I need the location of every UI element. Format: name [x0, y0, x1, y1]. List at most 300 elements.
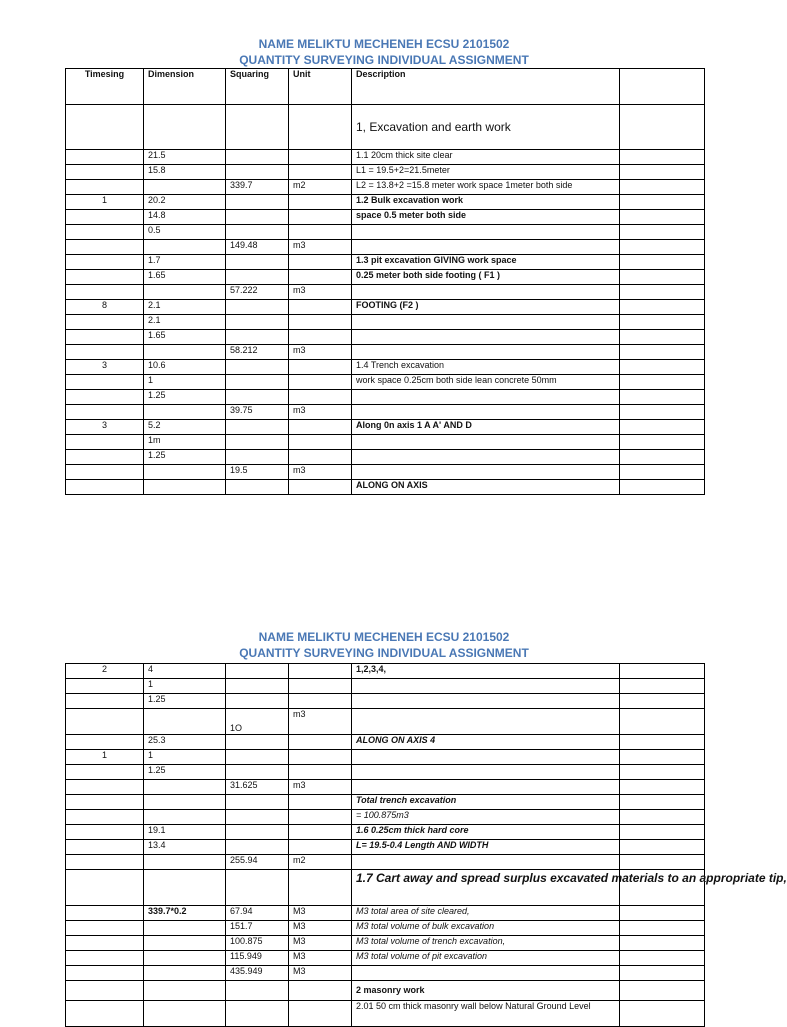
- squaring-cell: [226, 315, 289, 330]
- squaring-cell: [226, 210, 289, 225]
- description-cell: [352, 240, 620, 255]
- description-cell: 1.6 0.25cm thick hard core: [352, 825, 620, 840]
- table-row: [66, 150, 705, 165]
- blank-cell: [620, 180, 705, 195]
- unit-cell: [289, 360, 352, 375]
- blank-cell: [620, 709, 705, 735]
- blank-cell: [620, 951, 705, 966]
- dimension-cell: [144, 1001, 226, 1027]
- timesing-cell: [66, 405, 144, 420]
- dimension-cell: [144, 936, 226, 951]
- squaring-cell: 151.7: [226, 921, 289, 936]
- page1-header-name: NAME MELIKTU MECHENEH ECSU 2101502: [258, 37, 510, 51]
- blank-cell: [620, 966, 705, 981]
- table-row: [66, 840, 705, 855]
- description-cell: = 100.875m3: [352, 810, 620, 825]
- dimension-cell: [144, 966, 226, 981]
- squaring-cell: [226, 420, 289, 435]
- table-row: [66, 1001, 705, 1027]
- description-cell: M3 total area of site cleared,: [352, 906, 620, 921]
- table-row: [66, 420, 705, 435]
- blank-cell: [620, 270, 705, 285]
- description-cell: [352, 966, 620, 981]
- timesing-cell: 8: [66, 300, 144, 315]
- description-cell: Total trench excavation: [352, 795, 620, 810]
- dimension-cell: 1: [144, 679, 226, 694]
- dimension-cell: [144, 405, 226, 420]
- description-cell: [352, 465, 620, 480]
- description-cell: [352, 855, 620, 870]
- blank-cell: [620, 840, 705, 855]
- timesing-cell: 3: [66, 420, 144, 435]
- table-row: [66, 105, 705, 150]
- timesing-cell: [66, 390, 144, 405]
- blank-cell: [226, 105, 289, 150]
- squaring-cell: 39.75: [226, 405, 289, 420]
- unit-cell: [289, 679, 352, 694]
- description-cell: 0.25 meter both side footing ( F1 ): [352, 270, 620, 285]
- blank-cell: [620, 315, 705, 330]
- squaring-cell: 115.949: [226, 951, 289, 966]
- timesing-cell: 1: [66, 750, 144, 765]
- timesing-cell: [66, 435, 144, 450]
- timesing-cell: [66, 780, 144, 795]
- squaring-cell: 255.94: [226, 855, 289, 870]
- unit-cell: [289, 195, 352, 210]
- blank-cell: [620, 825, 705, 840]
- col-header-dimension: Dimension: [144, 69, 226, 105]
- table-row: [66, 315, 705, 330]
- unit-cell: M3: [289, 906, 352, 921]
- dimension-cell: 0.5: [144, 225, 226, 240]
- squaring-cell: 435.949: [226, 966, 289, 981]
- description-cell: 1,2,3,4,: [352, 664, 620, 679]
- dimension-cell: [144, 810, 226, 825]
- description-cell: L= 19.5-0.4 Length AND WIDTH: [352, 840, 620, 855]
- blank-cell: [620, 780, 705, 795]
- timesing-cell: [66, 165, 144, 180]
- squaring-cell: [226, 435, 289, 450]
- unit-cell: [289, 390, 352, 405]
- squaring-cell: 31.625: [226, 780, 289, 795]
- table-header-row: [66, 69, 705, 105]
- squaring-cell: 58.212: [226, 345, 289, 360]
- unit-cell: m3: [289, 285, 352, 300]
- timesing-cell: [66, 225, 144, 240]
- squaring-cell: 339.7: [226, 180, 289, 195]
- description-cell: ALONG ON AXIS 4: [352, 735, 620, 750]
- unit-cell: [289, 840, 352, 855]
- unit-cell: [289, 664, 352, 679]
- section-heading: 1.7 Cart away and spread surplus excavated materials to an appropriate tip,: [352, 870, 620, 906]
- dimension-cell: 15.8: [144, 165, 226, 180]
- unit-cell: [289, 735, 352, 750]
- section-heading: 1.3 pit excavation GIVING work space: [352, 255, 620, 270]
- timesing-cell: [66, 981, 144, 1001]
- timesing-cell: [66, 966, 144, 981]
- table-row: [66, 966, 705, 981]
- table-row: [66, 795, 705, 810]
- squaring-cell: 149.48: [226, 240, 289, 255]
- description-cell: work space 0.25cm both side lean concrete 50mm: [352, 375, 620, 390]
- unit-cell: [289, 694, 352, 709]
- table-row: [66, 330, 705, 345]
- blank-cell: [620, 435, 705, 450]
- timesing-cell: [66, 345, 144, 360]
- description-cell: space 0.5 meter both side: [352, 210, 620, 225]
- dimension-cell: 1.25: [144, 390, 226, 405]
- blank-cell: [620, 906, 705, 921]
- blank-cell: [620, 765, 705, 780]
- timesing-cell: [66, 921, 144, 936]
- timesing-cell: [66, 480, 144, 495]
- squaring-cell: [226, 765, 289, 780]
- blank-cell: [620, 420, 705, 435]
- blank-cell: [144, 105, 226, 150]
- blank-cell: [620, 405, 705, 420]
- unit-cell: m3: [289, 240, 352, 255]
- dimension-cell: [144, 981, 226, 1001]
- table-row: [66, 270, 705, 285]
- dimension-cell: 21.5: [144, 150, 226, 165]
- dimension-cell: 1.65: [144, 330, 226, 345]
- timesing-cell: [66, 210, 144, 225]
- squaring-cell: [226, 810, 289, 825]
- squaring-cell: [226, 694, 289, 709]
- unit-cell: M3: [289, 936, 352, 951]
- dimension-cell: 20.2: [144, 195, 226, 210]
- unit-cell: m2: [289, 180, 352, 195]
- blank-cell: [620, 921, 705, 936]
- blank-cell: [620, 255, 705, 270]
- blank-cell: [289, 105, 352, 150]
- section-heading: 1.4 Trench excavation: [352, 360, 620, 375]
- blank-cell: [620, 285, 705, 300]
- unit-cell: [289, 810, 352, 825]
- squaring-cell: [226, 981, 289, 1001]
- description-cell: L1 = 19.5+2=21.5meter: [352, 165, 620, 180]
- dimension-cell: 1.25: [144, 694, 226, 709]
- table-row: [66, 465, 705, 480]
- blank-cell: [620, 1001, 705, 1027]
- description-cell: [352, 390, 620, 405]
- description-cell: [352, 679, 620, 694]
- dimension-cell: [144, 285, 226, 300]
- unit-cell: [289, 375, 352, 390]
- table-row: [66, 360, 705, 375]
- timesing-cell: [66, 825, 144, 840]
- unit-cell: [289, 255, 352, 270]
- timesing-cell: [66, 330, 144, 345]
- unit-cell: m2: [289, 855, 352, 870]
- table-row: [66, 664, 705, 679]
- timesing-cell: [66, 735, 144, 750]
- unit-cell: [289, 981, 352, 1001]
- unit-cell: [289, 795, 352, 810]
- page2-dimension-sheet: [65, 663, 787, 1027]
- table-row: [66, 450, 705, 465]
- timesing-cell: [66, 255, 144, 270]
- blank-cell: [620, 330, 705, 345]
- dimension-cell: 1.7: [144, 255, 226, 270]
- unit-cell: [289, 270, 352, 285]
- table-row: [66, 210, 705, 225]
- table-row: [66, 240, 705, 255]
- squaring-cell: 67.94: [226, 906, 289, 921]
- col-header-unit: Unit: [289, 69, 352, 105]
- description-cell: [352, 709, 620, 735]
- squaring-cell: [226, 1001, 289, 1027]
- blank-cell: [620, 936, 705, 951]
- blank-cell: [620, 300, 705, 315]
- dimension-cell: [144, 795, 226, 810]
- description-cell: [352, 694, 620, 709]
- unit-cell: m3: [289, 465, 352, 480]
- dimension-cell: 5.2: [144, 420, 226, 435]
- dimension-cell: [144, 921, 226, 936]
- page1-header-title: QUANTITY SURVEYING INDIVIDUAL ASSIGNMENT: [239, 53, 529, 67]
- col-header-squaring: Squaring: [226, 69, 289, 105]
- squaring-cell: 19.5: [226, 465, 289, 480]
- squaring-cell: 100.875: [226, 936, 289, 951]
- blank-cell: [620, 855, 705, 870]
- dimension-cell: 10.6: [144, 360, 226, 375]
- timesing-cell: [66, 150, 144, 165]
- unit-cell: m3: [289, 405, 352, 420]
- blank-cell: [620, 225, 705, 240]
- dimension-cell: [144, 780, 226, 795]
- table-row: [66, 855, 705, 870]
- description-cell: [352, 285, 620, 300]
- blank-cell: [620, 750, 705, 765]
- timesing-cell: [66, 840, 144, 855]
- table-row: [66, 694, 705, 709]
- blank-cell: [66, 105, 144, 150]
- table-row: [66, 981, 705, 1001]
- table-row: [66, 435, 705, 450]
- timesing-cell: [66, 315, 144, 330]
- timesing-cell: [66, 795, 144, 810]
- unit-cell: [289, 750, 352, 765]
- timesing-cell: 2: [66, 664, 144, 679]
- squaring-cell: [226, 300, 289, 315]
- blank-cell: [620, 480, 705, 495]
- squaring-cell: [226, 664, 289, 679]
- timesing-cell: [66, 240, 144, 255]
- description-cell: [352, 315, 620, 330]
- table-row: [66, 780, 705, 795]
- squaring-cell: [226, 165, 289, 180]
- dimension-cell: 1.65: [144, 270, 226, 285]
- dimension-cell: 2.1: [144, 300, 226, 315]
- table-row: [66, 345, 705, 360]
- blank-cell: [620, 195, 705, 210]
- squaring-cell: [226, 255, 289, 270]
- description-cell: M3 total volume of pit excavation: [352, 951, 620, 966]
- blank-cell: [620, 150, 705, 165]
- blank-cell: [620, 345, 705, 360]
- page1-dimension-sheet: [65, 68, 705, 495]
- timesing-cell: [66, 765, 144, 780]
- description-cell: [352, 780, 620, 795]
- description-cell: M3 total volume of bulk excavation: [352, 921, 620, 936]
- blank-cell: [620, 694, 705, 709]
- table-row: [66, 480, 705, 495]
- unit-cell: m3: [289, 780, 352, 795]
- unit-cell: m3: [289, 709, 352, 735]
- unit-cell: [289, 480, 352, 495]
- section-heading: FOOTING (F2 ): [352, 300, 620, 315]
- blank-cell: [620, 240, 705, 255]
- timesing-cell: [66, 180, 144, 195]
- col-header-description: Description: [352, 69, 620, 105]
- blank-cell: [620, 795, 705, 810]
- description-cell: [352, 750, 620, 765]
- timesing-cell: [66, 951, 144, 966]
- blank-cell: [620, 165, 705, 180]
- table-row: [66, 936, 705, 951]
- squaring-cell: [226, 195, 289, 210]
- unit-cell: [289, 825, 352, 840]
- blank-cell: [620, 810, 705, 825]
- table-row: [66, 810, 705, 825]
- description-cell: [352, 450, 620, 465]
- blank-cell: [620, 360, 705, 375]
- table-row: [66, 906, 705, 921]
- blank-cell: [620, 105, 705, 150]
- timesing-cell: [66, 679, 144, 694]
- unit-cell: [289, 420, 352, 435]
- blank-cell: [620, 450, 705, 465]
- timesing-cell: [66, 1001, 144, 1027]
- squaring-cell: [226, 840, 289, 855]
- page2-header-name: NAME MELIKTU MECHENEH ECSU 2101502: [258, 630, 510, 644]
- dimension-cell: 2.1: [144, 315, 226, 330]
- section-heading: 1.2 Bulk excavation work: [352, 195, 620, 210]
- table-row: [66, 750, 705, 765]
- description-cell: 1.1 20cm thick site clear: [352, 150, 620, 165]
- blank-cell: [620, 375, 705, 390]
- table-row: [66, 765, 705, 780]
- dimension-cell: [144, 240, 226, 255]
- unit-cell: [289, 315, 352, 330]
- unit-cell: [289, 450, 352, 465]
- table-row: [66, 180, 705, 195]
- col-header-timesing: Timesing: [66, 69, 144, 105]
- dimension-cell: 1.25: [144, 450, 226, 465]
- blank-cell: [620, 465, 705, 480]
- section-heading: 1, Excavation and earth work: [352, 105, 620, 150]
- squaring-cell: [226, 825, 289, 840]
- table-row: [66, 300, 705, 315]
- timesing-cell: [66, 285, 144, 300]
- unit-cell: [289, 765, 352, 780]
- dimension-cell: [144, 345, 226, 360]
- unit-cell: [289, 165, 352, 180]
- dimension-cell: 339.7*0.2: [144, 906, 226, 921]
- table-row: [66, 255, 705, 270]
- unit-cell: [289, 150, 352, 165]
- dimension-cell: [144, 180, 226, 195]
- unit-cell: [289, 435, 352, 450]
- unit-cell: M3: [289, 921, 352, 936]
- squaring-cell: [226, 795, 289, 810]
- dimension-cell: [144, 480, 226, 495]
- table-row: [66, 195, 705, 210]
- description-cell: M3 total volume of trench excavation,: [352, 936, 620, 951]
- blank-cell: [620, 735, 705, 750]
- dimension-cell: [144, 870, 226, 906]
- squaring-cell: [226, 735, 289, 750]
- table-row: [66, 735, 705, 750]
- table-row: [66, 709, 705, 735]
- description-cell: [352, 405, 620, 420]
- timesing-cell: [66, 450, 144, 465]
- timesing-cell: 1: [66, 195, 144, 210]
- squaring-cell: [226, 750, 289, 765]
- timesing-cell: [66, 855, 144, 870]
- description-cell: ALONG ON AXIS: [352, 480, 620, 495]
- table-row: [66, 921, 705, 936]
- squaring-cell: [226, 330, 289, 345]
- blank-cell: [620, 981, 705, 1001]
- timesing-cell: [66, 270, 144, 285]
- table-row: [66, 225, 705, 240]
- section-heading: 2 masonry work: [352, 981, 620, 1001]
- squaring-cell: [226, 480, 289, 495]
- table-row: [66, 825, 705, 840]
- unit-cell: [289, 300, 352, 315]
- dimension-cell: [144, 951, 226, 966]
- unit-cell: [289, 1001, 352, 1027]
- blank-cell: [620, 664, 705, 679]
- squaring-cell: [226, 360, 289, 375]
- dimension-cell: 25.3: [144, 735, 226, 750]
- blank-cell: [620, 390, 705, 405]
- unit-cell: M3: [289, 966, 352, 981]
- squaring-cell: [226, 679, 289, 694]
- timesing-cell: [66, 870, 144, 906]
- dimension-cell: 19.1: [144, 825, 226, 840]
- squaring-cell: 1O: [226, 709, 289, 735]
- unit-cell: M3: [289, 951, 352, 966]
- timesing-cell: [66, 936, 144, 951]
- timesing-cell: 3: [66, 360, 144, 375]
- table-row: [66, 285, 705, 300]
- description-cell: [352, 345, 620, 360]
- timesing-cell: [66, 906, 144, 921]
- table-row: [66, 870, 705, 906]
- squaring-cell: [226, 270, 289, 285]
- squaring-cell: 57.222: [226, 285, 289, 300]
- unit-cell: m3: [289, 345, 352, 360]
- dimension-cell: [144, 465, 226, 480]
- squaring-cell: [226, 150, 289, 165]
- table-row: [66, 165, 705, 180]
- squaring-cell: [226, 375, 289, 390]
- table-row: [66, 375, 705, 390]
- description-cell: [352, 225, 620, 240]
- description-cell: 2.01 50 cm thick masonry wall below Natural Ground Level: [352, 1001, 620, 1027]
- page2-header-title: QUANTITY SURVEYING INDIVIDUAL ASSIGNMENT: [239, 646, 529, 660]
- blank-cell: [620, 210, 705, 225]
- description-cell: [352, 435, 620, 450]
- dimension-cell: [144, 855, 226, 870]
- table-row: [66, 679, 705, 694]
- squaring-cell: [226, 450, 289, 465]
- timesing-cell: [66, 709, 144, 735]
- dimension-cell: 4: [144, 664, 226, 679]
